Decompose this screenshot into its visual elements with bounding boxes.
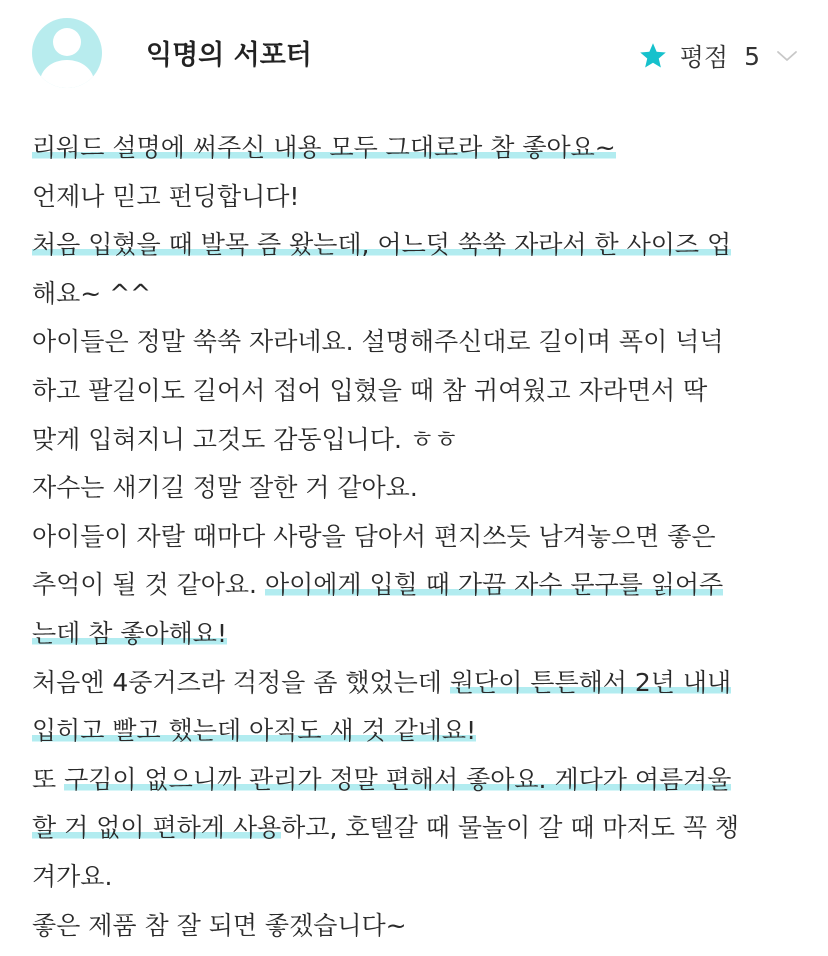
review-body: [32, 124, 802, 950]
rating-label: 평점: [679, 43, 729, 72]
highlighted-text: 처음 입혔을 때 발목 즘 왔는데, 어느덧 쑥쑥 자라서 한 사이즈 업: [32, 230, 732, 260]
review-header: [0, 0, 828, 110]
review-line: [32, 318, 802, 367]
review-line: [32, 416, 802, 465]
highlighted-text: 아이에게 입힐 때 가끔 자수 문구를 읽어주: [264, 570, 724, 600]
review-line: [32, 804, 802, 853]
review-text: 하고 팔길이도 길어서 접어 입혔을 때 참 귀여웠고 자라면서 딱: [32, 375, 708, 405]
review-line: [32, 561, 802, 610]
highlighted-text: 원단이 튼튼해서 2년 내내: [449, 667, 732, 697]
review-line: [32, 853, 802, 902]
highlighted-text: 입히고 빨고 했는데 아직도 새 것 같네요!: [32, 716, 477, 746]
highlighted-text: 리워드 설명에 써주신 내용 모두 그대로라 참 좋아요~: [32, 133, 616, 162]
review-text: 자수는 새기길 정말 잘한 거 같아요.: [32, 473, 418, 503]
review-line: [32, 659, 802, 708]
review-text: 처음엔 4중거즈라 걱정을 좀 했었는데: [32, 667, 450, 697]
highlighted-text: 는데 참 좋아해요!: [32, 618, 227, 648]
author-name: 익명의 서포터: [146, 40, 312, 71]
review-text: 좋은 제품 참 잘 되면 좋겠습니다~: [32, 910, 407, 940]
review-line: [32, 124, 802, 173]
review-line: [32, 756, 802, 805]
review-text: 언제나 믿고 펀딩합니다!: [32, 181, 300, 211]
chevron-down-icon[interactable]: [776, 49, 798, 63]
review-text: 아이들은 정말 쑥쑥 자라네요. 설명해주신대로 길이며 폭이 넉넉: [32, 327, 724, 357]
review-line: [32, 513, 802, 562]
highlighted-text: 할 거 없이 편하게 사용: [32, 813, 282, 843]
review-text: 또: [32, 764, 65, 794]
review-line: [32, 464, 802, 513]
review-line: [32, 902, 802, 951]
review-text: 해요~ ^^: [32, 278, 152, 308]
review-line: [32, 221, 802, 270]
review-text: 추억이 될 것 같아요.: [32, 570, 265, 600]
rating-value: 5: [744, 41, 760, 71]
review-text: 겨가요.: [32, 861, 113, 891]
review-text: 맞게 입혀지니 고것도 감동입니다. ㅎㅎ: [32, 424, 459, 454]
review-text: 하고, 호텔갈 때 물놀이 갈 때 마저도 꼭 챙: [281, 813, 740, 843]
star-icon: [638, 41, 668, 71]
review-line: [32, 270, 802, 319]
avatar-icon: [32, 18, 102, 88]
review-line: [32, 173, 802, 222]
review-line: [32, 707, 802, 756]
rating[interactable]: [638, 36, 798, 76]
review-line: [32, 367, 802, 416]
highlighted-text: 구김이 없으니까 관리가 정말 편해서 좋아요. 게다가 여름겨울: [64, 764, 732, 794]
review-line: [32, 610, 802, 659]
review-text: 아이들이 자랄 때마다 사랑을 담아서 편지쓰듯 남겨놓으면 좋은: [32, 521, 716, 551]
